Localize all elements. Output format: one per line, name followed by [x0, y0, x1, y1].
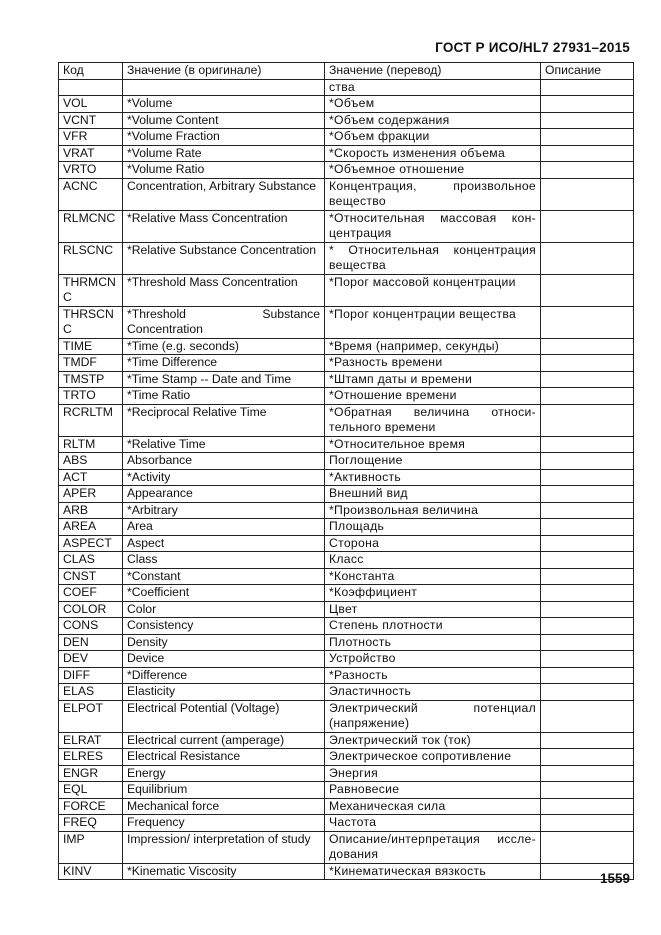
table-row [59, 651, 634, 668]
cell-description [541, 700, 634, 732]
cell-code: THRMCNC [59, 274, 123, 306]
cell-description [541, 274, 634, 306]
cell-description [541, 568, 634, 585]
cell-translation: Поглощение [325, 453, 541, 470]
cell-description [541, 798, 634, 815]
cell-code [59, 79, 123, 96]
cell-translation: *Объем содержания [325, 112, 541, 129]
cell-code: THRSCNC [59, 306, 123, 338]
cell-description [541, 831, 634, 863]
cell-code: IMP [59, 831, 123, 863]
cell-original: Area [123, 519, 325, 536]
cell-translation: Электрический потенциал (напряжение) [325, 700, 541, 732]
table-row [59, 371, 634, 388]
table-row [59, 863, 634, 880]
table-row [59, 129, 634, 146]
cell-translation: Равновесие [325, 782, 541, 799]
cell-translation: Внешний вид [325, 486, 541, 503]
cell-translation: *Кинематическая вязкость [325, 863, 541, 880]
cell-translation: *Коэффициент [325, 585, 541, 602]
cell-original: Aspect [123, 535, 325, 552]
header-description: Описание [541, 63, 634, 80]
cell-translation: Эластичность [325, 684, 541, 701]
cell-translation: *Произвольная величина [325, 502, 541, 519]
table-row [59, 112, 634, 129]
cell-code: VOL [59, 96, 123, 113]
cell-original: Absorbance [123, 453, 325, 470]
table-row [59, 552, 634, 569]
cell-original: *Volume Rate [123, 145, 325, 162]
cell-description [541, 404, 634, 436]
cell-code: VRTO [59, 162, 123, 179]
cell-original: Electrical Resistance [123, 749, 325, 766]
table-row [59, 274, 634, 306]
table-row [59, 782, 634, 799]
table-row [59, 145, 634, 162]
cell-description [541, 651, 634, 668]
cell-translation: *Активность [325, 469, 541, 486]
cell-description [541, 486, 634, 503]
cell-original: *Time (e.g. seconds) [123, 338, 325, 355]
cell-description [541, 453, 634, 470]
cell-description [541, 815, 634, 832]
cell-translation: Цвет [325, 601, 541, 618]
cell-translation: *Обратная величина относи-тельного времени [325, 404, 541, 436]
cell-code: ELRAT [59, 732, 123, 749]
cell-code: ENGR [59, 765, 123, 782]
cell-translation: *Время (например, секунды) [325, 338, 541, 355]
table-row [59, 568, 634, 585]
table-row [59, 436, 634, 453]
table-row [59, 519, 634, 536]
cell-translation: * Относительная концентрация вещества [325, 242, 541, 274]
cell-description [541, 112, 634, 129]
cell-code: DEV [59, 651, 123, 668]
cell-code: ACNC [59, 178, 123, 210]
table-row [59, 502, 634, 519]
table-row [59, 338, 634, 355]
cell-original [123, 79, 325, 96]
header-original: Значение (в оригинале) [123, 63, 325, 80]
cell-original: Frequency [123, 815, 325, 832]
cell-description [541, 145, 634, 162]
cell-code: ELAS [59, 684, 123, 701]
cell-description [541, 79, 634, 96]
cell-original: *Coefficient [123, 585, 325, 602]
cell-code: CLAS [59, 552, 123, 569]
cell-code: COEF [59, 585, 123, 602]
cell-code: ABS [59, 453, 123, 470]
table-row [59, 831, 634, 863]
table-row [59, 469, 634, 486]
code-table [58, 62, 634, 880]
cell-description [541, 667, 634, 684]
cell-original: *Relative Time [123, 436, 325, 453]
cell-translation: *Разность времени [325, 355, 541, 372]
table-body [59, 79, 634, 880]
cell-translation: Концентрация, произвольное вещество [325, 178, 541, 210]
cell-code: DEN [59, 634, 123, 651]
cell-original: *Time Ratio [123, 388, 325, 405]
cell-original: Energy [123, 765, 325, 782]
cell-description [541, 371, 634, 388]
cell-translation: Степень плотности [325, 618, 541, 635]
table-row [59, 404, 634, 436]
cell-translation: Класс [325, 552, 541, 569]
cell-description [541, 782, 634, 799]
cell-description [541, 388, 634, 405]
cell-code: DIFF [59, 667, 123, 684]
cell-description [541, 96, 634, 113]
header-code: Код [59, 63, 123, 80]
table-row [59, 388, 634, 405]
cell-code: TIME [59, 338, 123, 355]
cell-code: RCRLTM [59, 404, 123, 436]
cell-code: COLOR [59, 601, 123, 618]
cell-translation: Частота [325, 815, 541, 832]
cell-translation: Площадь [325, 519, 541, 536]
cell-translation: Электрический ток (ток) [325, 732, 541, 749]
cell-translation: Устройство [325, 651, 541, 668]
cell-original: *Activity [123, 469, 325, 486]
cell-code: KINV [59, 863, 123, 880]
cell-description [541, 178, 634, 210]
table-header-row [59, 63, 634, 80]
cell-translation: ства [325, 79, 541, 96]
cell-original: Elasticity [123, 684, 325, 701]
cell-translation: Сторона [325, 535, 541, 552]
cell-original: *Threshold Substance Concentration [123, 306, 325, 338]
table-row [59, 79, 634, 96]
cell-original: Color [123, 601, 325, 618]
table-row [59, 242, 634, 274]
table-row [59, 585, 634, 602]
cell-original: *Threshold Mass Concentration [123, 274, 325, 306]
table-row [59, 732, 634, 749]
cell-code: APER [59, 486, 123, 503]
table-row [59, 535, 634, 552]
cell-description [541, 519, 634, 536]
table-row [59, 306, 634, 338]
cell-description [541, 469, 634, 486]
table-row [59, 453, 634, 470]
cell-code: TMDF [59, 355, 123, 372]
table-row [59, 486, 634, 503]
table-row [59, 178, 634, 210]
cell-translation: *Относительное время [325, 436, 541, 453]
cell-description [541, 684, 634, 701]
cell-code: FORCE [59, 798, 123, 815]
cell-code: ARB [59, 502, 123, 519]
table-row [59, 684, 634, 701]
cell-description [541, 355, 634, 372]
cell-translation: *Относительная массовая кон-центрация [325, 210, 541, 242]
table-row [59, 96, 634, 113]
cell-description [541, 306, 634, 338]
cell-original: Consistency [123, 618, 325, 635]
cell-translation: Описание/интерпретация иссле-дования [325, 831, 541, 863]
cell-original: Appearance [123, 486, 325, 503]
cell-original: Concentration, Arbitrary Substance [123, 178, 325, 210]
cell-description [541, 601, 634, 618]
cell-code: CONS [59, 618, 123, 635]
cell-description [541, 338, 634, 355]
cell-code: RLMCNC [59, 210, 123, 242]
cell-translation: *Разность [325, 667, 541, 684]
table-row [59, 700, 634, 732]
cell-original: Electrical Potential (Voltage) [123, 700, 325, 732]
cell-code: EQL [59, 782, 123, 799]
cell-original: Device [123, 651, 325, 668]
table-row [59, 765, 634, 782]
cell-code: ASPECT [59, 535, 123, 552]
cell-translation: *Объемное отношение [325, 162, 541, 179]
header-translation: Значение (перевод) [325, 63, 541, 80]
table-row [59, 667, 634, 684]
cell-description [541, 436, 634, 453]
cell-code: ACT [59, 469, 123, 486]
document-standard-header: ГОСТ Р ИСО/HL7 27931–2015 [435, 40, 630, 55]
table-row [59, 355, 634, 372]
cell-original: *Volume [123, 96, 325, 113]
cell-description [541, 535, 634, 552]
cell-description [541, 210, 634, 242]
cell-description [541, 732, 634, 749]
table-row [59, 162, 634, 179]
cell-description [541, 585, 634, 602]
table-row [59, 601, 634, 618]
cell-original: *Time Difference [123, 355, 325, 372]
cell-original: *Relative Substance Concentration [123, 242, 325, 274]
cell-original: *Reciprocal Relative Time [123, 404, 325, 436]
cell-description [541, 242, 634, 274]
cell-code: RLTM [59, 436, 123, 453]
cell-description [541, 749, 634, 766]
cell-description [541, 129, 634, 146]
cell-original: Impression/ interpretation of study [123, 831, 325, 863]
table-row [59, 798, 634, 815]
cell-original: Density [123, 634, 325, 651]
table-row [59, 210, 634, 242]
cell-code: VFR [59, 129, 123, 146]
cell-translation: *Отношение времени [325, 388, 541, 405]
cell-translation: *Объем [325, 96, 541, 113]
cell-translation: *Штамп даты и времени [325, 371, 541, 388]
cell-translation: *Константа [325, 568, 541, 585]
cell-translation: Электрическое сопротивление [325, 749, 541, 766]
cell-code: TRTO [59, 388, 123, 405]
cell-description [541, 634, 634, 651]
cell-translation: *Порог массовой концентрации [325, 274, 541, 306]
cell-original: Electrical current (amperage) [123, 732, 325, 749]
cell-original: *Difference [123, 667, 325, 684]
cell-translation: Энергия [325, 765, 541, 782]
table-row [59, 749, 634, 766]
cell-code: AREA [59, 519, 123, 536]
cell-code: TMSTP [59, 371, 123, 388]
cell-code: FREQ [59, 815, 123, 832]
cell-original: *Volume Content [123, 112, 325, 129]
cell-original: *Volume Ratio [123, 162, 325, 179]
cell-description [541, 618, 634, 635]
cell-code: ELRES [59, 749, 123, 766]
cell-original: *Arbitrary [123, 502, 325, 519]
cell-description [541, 502, 634, 519]
table-row [59, 815, 634, 832]
cell-code: ELPOT [59, 700, 123, 732]
cell-original: *Volume Fraction [123, 129, 325, 146]
table-row [59, 634, 634, 651]
cell-translation: Плотность [325, 634, 541, 651]
cell-original: *Kinematic Viscosity [123, 863, 325, 880]
cell-translation: *Порог концентрации вещества [325, 306, 541, 338]
cell-translation: Механическая сила [325, 798, 541, 815]
cell-original: *Constant [123, 568, 325, 585]
cell-original: Class [123, 552, 325, 569]
page-number: 1559 [599, 871, 630, 886]
cell-original: Mechanical force [123, 798, 325, 815]
cell-translation: *Скорость изменения объема [325, 145, 541, 162]
cell-description [541, 162, 634, 179]
cell-original: *Time Stamp -- Date and Time [123, 371, 325, 388]
cell-description [541, 552, 634, 569]
cell-code: VCNT [59, 112, 123, 129]
cell-original: *Relative Mass Concentration [123, 210, 325, 242]
table-row [59, 618, 634, 635]
cell-code: VRAT [59, 145, 123, 162]
cell-translation: *Объем фракции [325, 129, 541, 146]
cell-description [541, 765, 634, 782]
cell-code: RLSCNC [59, 242, 123, 274]
cell-code: CNST [59, 568, 123, 585]
cell-original: Equilibrium [123, 782, 325, 799]
